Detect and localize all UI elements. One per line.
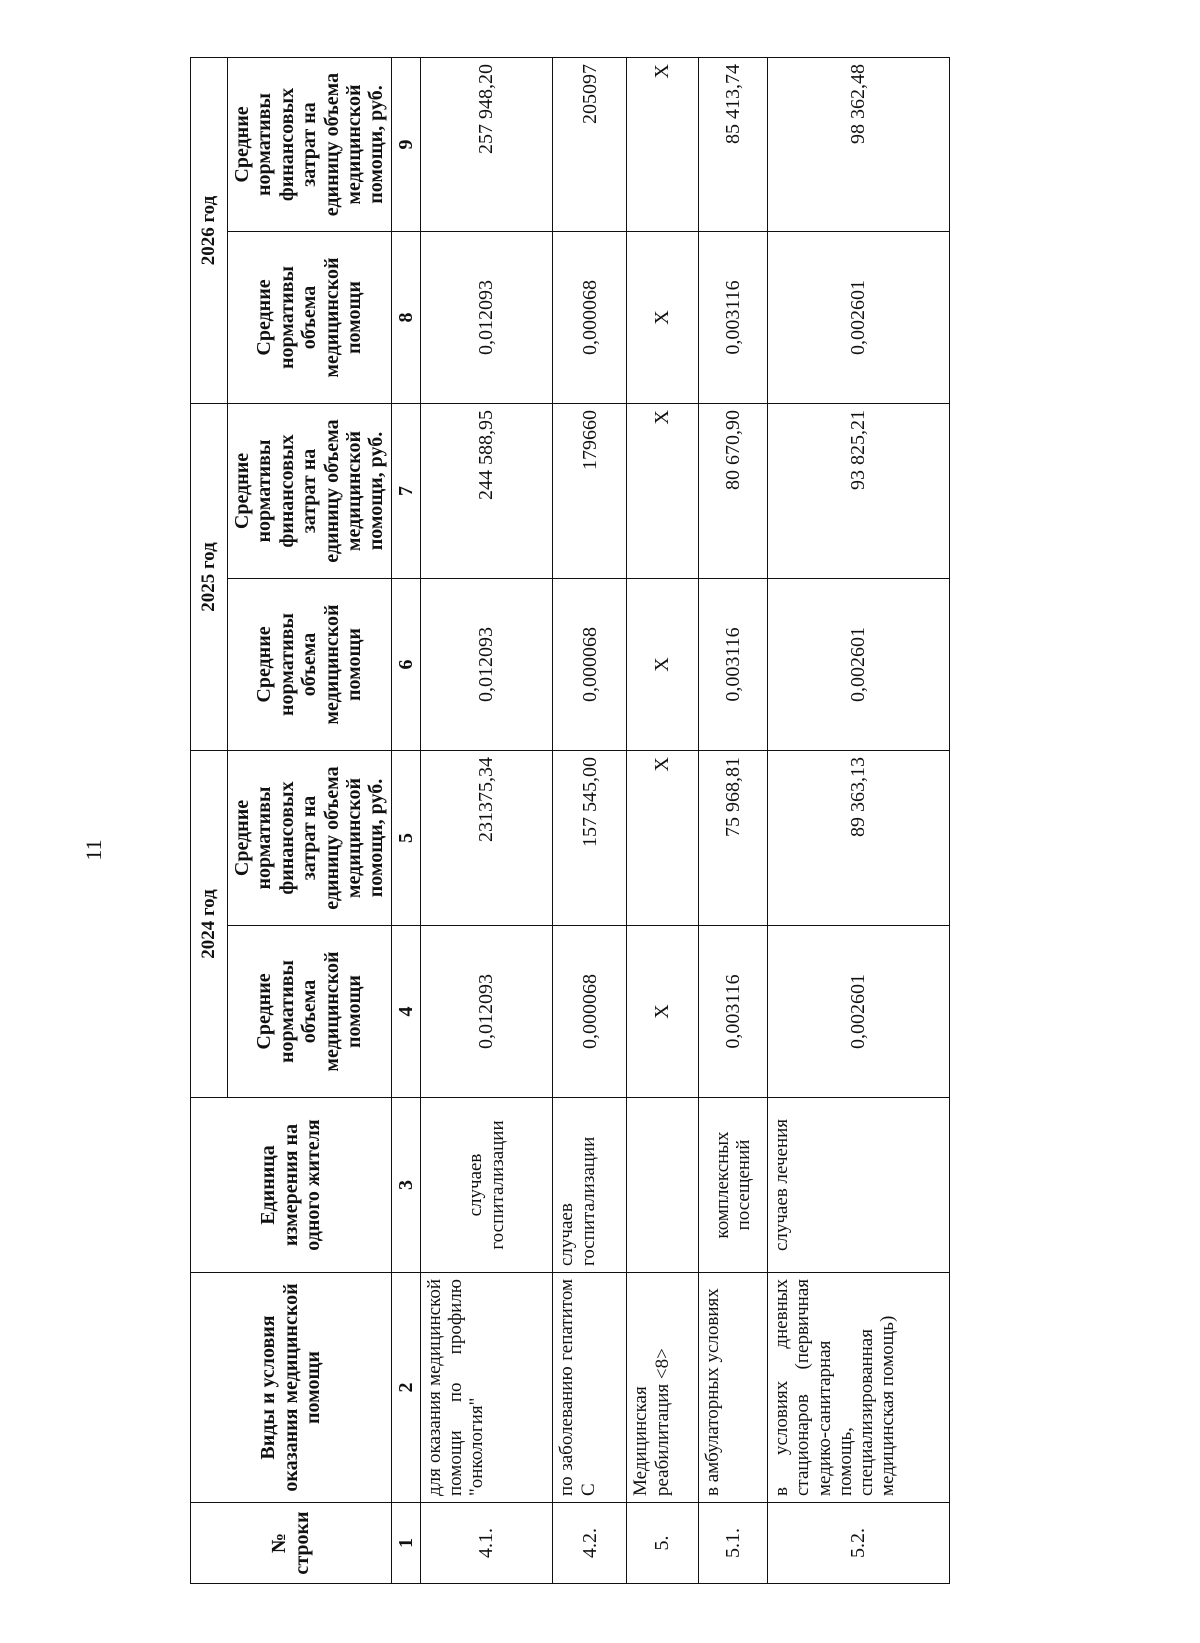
- column-number: 8: [391, 232, 420, 404]
- page-number: 11: [81, 839, 106, 861]
- volume-2024: X: [627, 926, 699, 1098]
- header-volume-2024: Средние нормативы объема медицинской помощи: [228, 926, 392, 1098]
- cost-2026: 205097: [553, 58, 627, 232]
- header-row-no: № строки: [191, 1503, 392, 1584]
- table-row: [553, 58, 627, 1584]
- cost-2026: 257 948,20: [420, 58, 553, 232]
- medical-standards-table: [190, 57, 950, 1584]
- column-number: 3: [391, 1098, 420, 1273]
- cost-2025: 93 825,21: [768, 404, 950, 579]
- table-row: [420, 58, 553, 1584]
- volume-2026: 0,003116: [698, 232, 767, 404]
- unit-of-measure: случаев госпитализации: [553, 1098, 627, 1273]
- volume-2024: 0,003116: [698, 926, 767, 1098]
- row-number: 4.2.: [553, 1503, 627, 1584]
- header-cost-2025: Средние нормативы финансовых затрат на единицу объема медицинской помощи, руб.: [228, 404, 392, 579]
- volume-2026: 0,012093: [420, 232, 553, 404]
- care-type: по заболеванию гепатитом С: [553, 1273, 627, 1503]
- row-number: 4.1.: [420, 1503, 553, 1584]
- header-unit: Единица измерения на одного жителя: [191, 1098, 392, 1273]
- cost-2024: 89 363,13: [768, 751, 950, 926]
- header-year-2024: 2024 год: [191, 751, 228, 1098]
- unit-of-measure: случаев госпитализации: [420, 1098, 553, 1273]
- care-type: в амбулаторных условиях: [698, 1273, 767, 1503]
- table-frame: [190, 58, 1200, 1575]
- cost-2026: 85 413,74: [698, 58, 767, 232]
- volume-2025: 0,012093: [420, 579, 553, 751]
- cost-2024: 157 545,00: [553, 751, 627, 926]
- volume-2025: 0,000068: [553, 579, 627, 751]
- row-number: 5.: [627, 1503, 699, 1584]
- cost-2025: 179660: [553, 404, 627, 579]
- column-number: 4: [391, 926, 420, 1098]
- care-type: Медицинская реабилитация <8>: [627, 1273, 699, 1503]
- unit-of-measure: случаев лечения: [768, 1098, 950, 1273]
- column-number: 1: [391, 1503, 420, 1584]
- table-row: [627, 58, 699, 1584]
- volume-2026: 0,002601: [768, 232, 950, 404]
- volume-2026: X: [627, 232, 699, 404]
- volume-2025: 0,002601: [768, 579, 950, 751]
- table-rotated-container: [190, 58, 950, 1584]
- table-row: [768, 58, 950, 1584]
- header-year-2026: 2026 год: [191, 58, 228, 404]
- cost-2024: 75 968,81: [698, 751, 767, 926]
- row-number: 5.1.: [698, 1503, 767, 1584]
- volume-2024: 0,002601: [768, 926, 950, 1098]
- cost-2025: X: [627, 404, 699, 579]
- volume-2025: 0,003116: [698, 579, 767, 751]
- column-number: 9: [391, 58, 420, 232]
- column-number: 2: [391, 1273, 420, 1503]
- cost-2024: X: [627, 751, 699, 926]
- cost-2025: 80 670,90: [698, 404, 767, 579]
- row-number: 5.2.: [768, 1503, 950, 1584]
- column-number: 5: [391, 751, 420, 926]
- header-cost-2026: Средние нормативы финансовых затрат на единицу объема медицинской помощи, руб.: [228, 58, 392, 232]
- header-volume-2025: Средние нормативы объема медицинской помощи: [228, 579, 392, 751]
- cost-2025: 244 588,95: [420, 404, 553, 579]
- volume-2024: 0,012093: [420, 926, 553, 1098]
- column-number: 7: [391, 404, 420, 579]
- header-cost-2024: Средние нормативы финансовых затрат на единицу объема медицинской помощи, руб.: [228, 751, 392, 926]
- volume-2024: 0,000068: [553, 926, 627, 1098]
- table-row: [698, 58, 767, 1584]
- column-number: 6: [391, 579, 420, 751]
- cost-2024: 231375,34: [420, 751, 553, 926]
- column-number-row: [391, 58, 420, 1584]
- cost-2026: 98 362,48: [768, 58, 950, 232]
- care-type: в условиях дневных стационаров (первичная медико-санитарная помощь, специализированная медицинская помощь): [768, 1273, 950, 1503]
- cost-2026: X: [627, 58, 699, 232]
- unit-of-measure: [627, 1098, 699, 1273]
- header-type: Виды и условия оказания медицинской помощи: [191, 1273, 392, 1503]
- volume-2026: 0,000068: [553, 232, 627, 404]
- unit-of-measure: комплексных посещений: [698, 1098, 767, 1273]
- care-type: для оказания медицинской помощи по профилю "онкология": [420, 1273, 553, 1503]
- header-volume-2026: Средние нормативы объема медицинской помощи: [228, 232, 392, 404]
- volume-2025: X: [627, 579, 699, 751]
- header-year-2025: 2025 год: [191, 404, 228, 751]
